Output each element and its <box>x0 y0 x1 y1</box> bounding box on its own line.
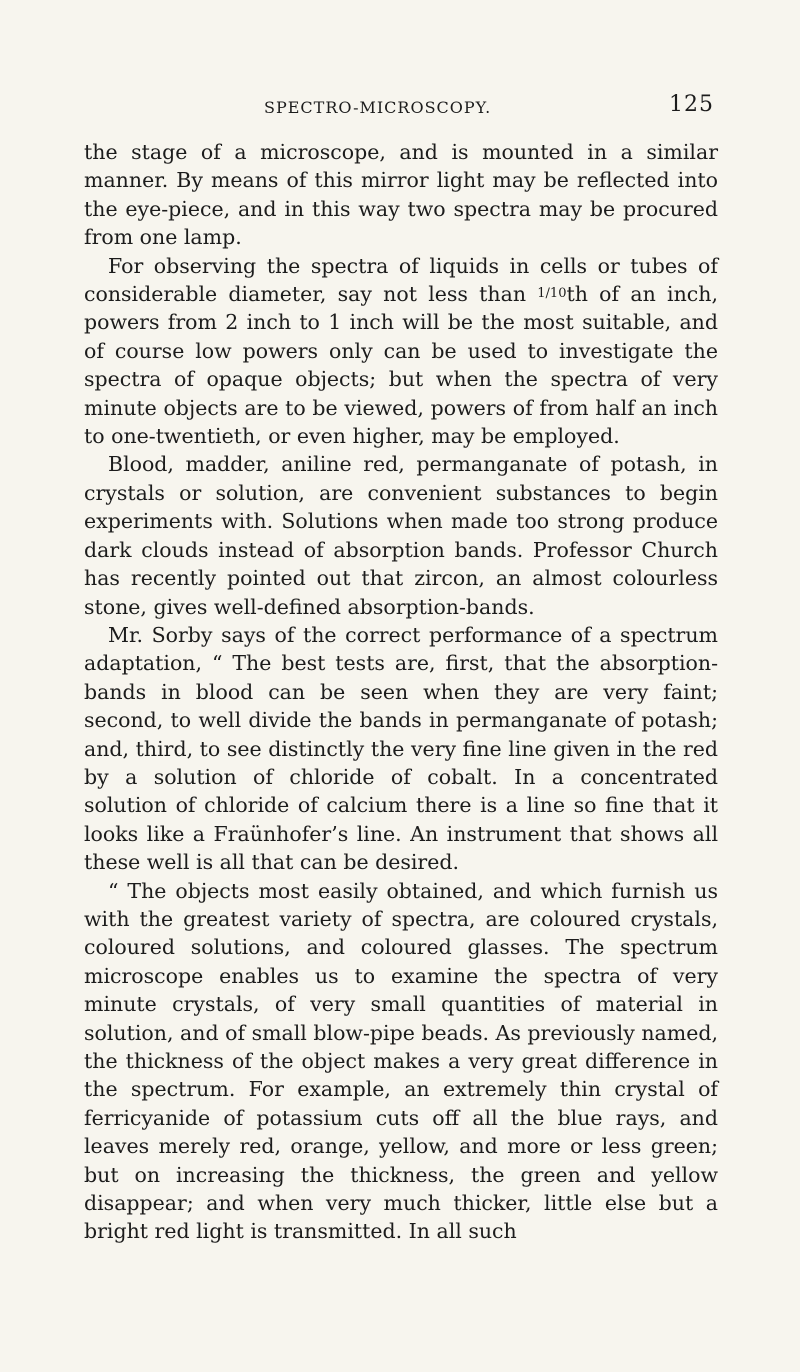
running-head <box>84 92 718 122</box>
paragraph-2-after: th of an inch, powers from 2 inch to 1 inch will be the most suitable, and of course low powers only can be used to investigate the spectra of opaque objects; but when the spectra of very minute objects are to be viewed, powers of from half an inch to one-twentieth, or even higher, may be employed. <box>84 282 718 449</box>
fraction-one-tenth: 1/10 <box>537 286 567 302</box>
paragraph-1: the stage of a microscope, and is mounted in a similar manner. By means of this mirror light may be reflected into the eye-piece, and in this way two spectra may be procured from one lamp. <box>84 140 718 250</box>
book-page <box>84 0 718 1372</box>
paragraph-2-before: For observing the spectra of liquids in cells or tubes of considerable diameter, say not less than <box>84 253 718 307</box>
paragraph-3: Blood, madder, aniline red, permanganate of potash, in crystals or solution, are convenient substances to begin experiments with. Solutions when made too strong produce dark clouds instead of absorption bands. Professor Church has recently pointed out that zircon, an almost colourless stone, gives well-defined absorption-bands. <box>84 452 718 619</box>
body-text <box>84 138 718 1246</box>
paragraph-5: “ The objects most easily obtained, and which furnish us with the greatest variety of spectra, are coloured crystals, coloured solutions, and coloured glasses. The spectrum microscope enables us to examine the spectra of very minute crystals, of very small quantities of material in solution, and of small blow-pipe beads. As previously named, the thickness of the object makes a very great difference in the spectrum. For example, an extremely thin crystal of ferricyanide of potassium cuts off all the blue rays, and leaves merely red, orange, yellow, and more or less green; but on increasing the thickness, the green and yellow disappear; and when very much thicker, little else but a bright red light is transmitted. In all such <box>84 878 718 1244</box>
paragraph-2 <box>84 252 718 451</box>
running-title: SPECTRO-MICROSCOPY. <box>264 98 492 117</box>
page-number: 125 <box>669 92 714 117</box>
paragraph-4: Mr. Sorby says of the correct performance of a spectrum adaptation, “ The best tests are, first, that the absorption-bands in blood can be seen when they are very faint; second, to well divide the bands in permanganate of potash; and, third, to see distinctly the very fine line given in the red by a solution of chloride of cobalt. In a concentrated solution of chloride of calcium there is a line so fine that it looks like a Fraünhofer’s line. An instrument that shows all these well is all that can be desired. <box>84 622 718 875</box>
